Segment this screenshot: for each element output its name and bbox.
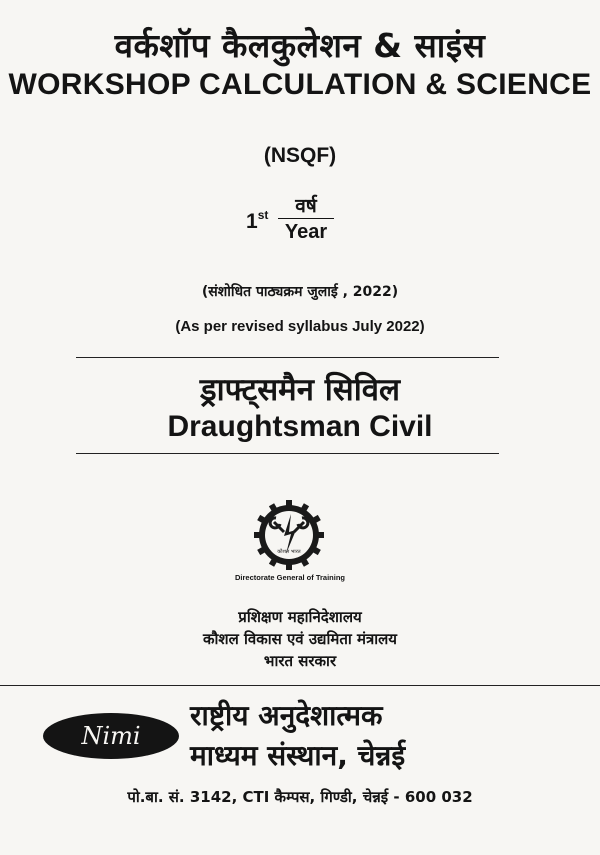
dgt-gear-logo-icon [254,500,324,570]
footer-divider [0,685,600,686]
trade-hindi: ड्राफ्ट्समैन सिविल [200,372,400,408]
ministry-line-1: प्रशिक्षण महानिदेशालय [238,608,362,626]
year-english: Year [284,221,328,243]
institute-name-line-2: माध्यम संस्थान, चेन्नई [190,739,406,772]
ministry-block [0,606,600,672]
divider-bottom [76,453,499,454]
address: पो.बा. सं. 3142, CTI कैम्पस, गिण्डी, चेन्नई - 600 032 [127,788,473,806]
nimi-logo-text: Nimi [81,722,141,750]
year-ordinal-suffix: st [257,208,269,222]
institute-name [190,696,490,776]
revision-hindi: (संशोधित पाठ्यक्रम जुलाई , 2022) [201,284,399,300]
dgt-caption: Directorate General of Training [234,573,346,582]
year-fraction [280,194,332,245]
hindi-title: वर्कशॉप कैलकुलेशन & साइंस [114,26,486,65]
revision-english: (As per revised syllabus July 2022) [175,318,425,335]
year-number: 1 [246,210,258,233]
nimi-logo-icon [42,712,180,760]
ministry-line-3: भारत सरकार [263,652,337,670]
year-block [246,194,346,254]
dgt-emblem-text: कौशल भारत [277,549,301,555]
ministry-line-2: कौशल विकास एवं उद्यमिता मंत्रालय [202,630,398,648]
institute-name-line-1: राष्ट्रीय अनुदेशात्मक [190,699,383,732]
english-title: WORKSHOP CALCULATION & SCIENCE [8,68,592,101]
trade-english: Draughtsman Civil [167,410,433,443]
nsqf-label: (NSQF) [263,144,337,167]
year-ordinal [246,208,268,234]
divider-top [76,357,499,358]
year-hindi: वर्ष [295,195,317,217]
